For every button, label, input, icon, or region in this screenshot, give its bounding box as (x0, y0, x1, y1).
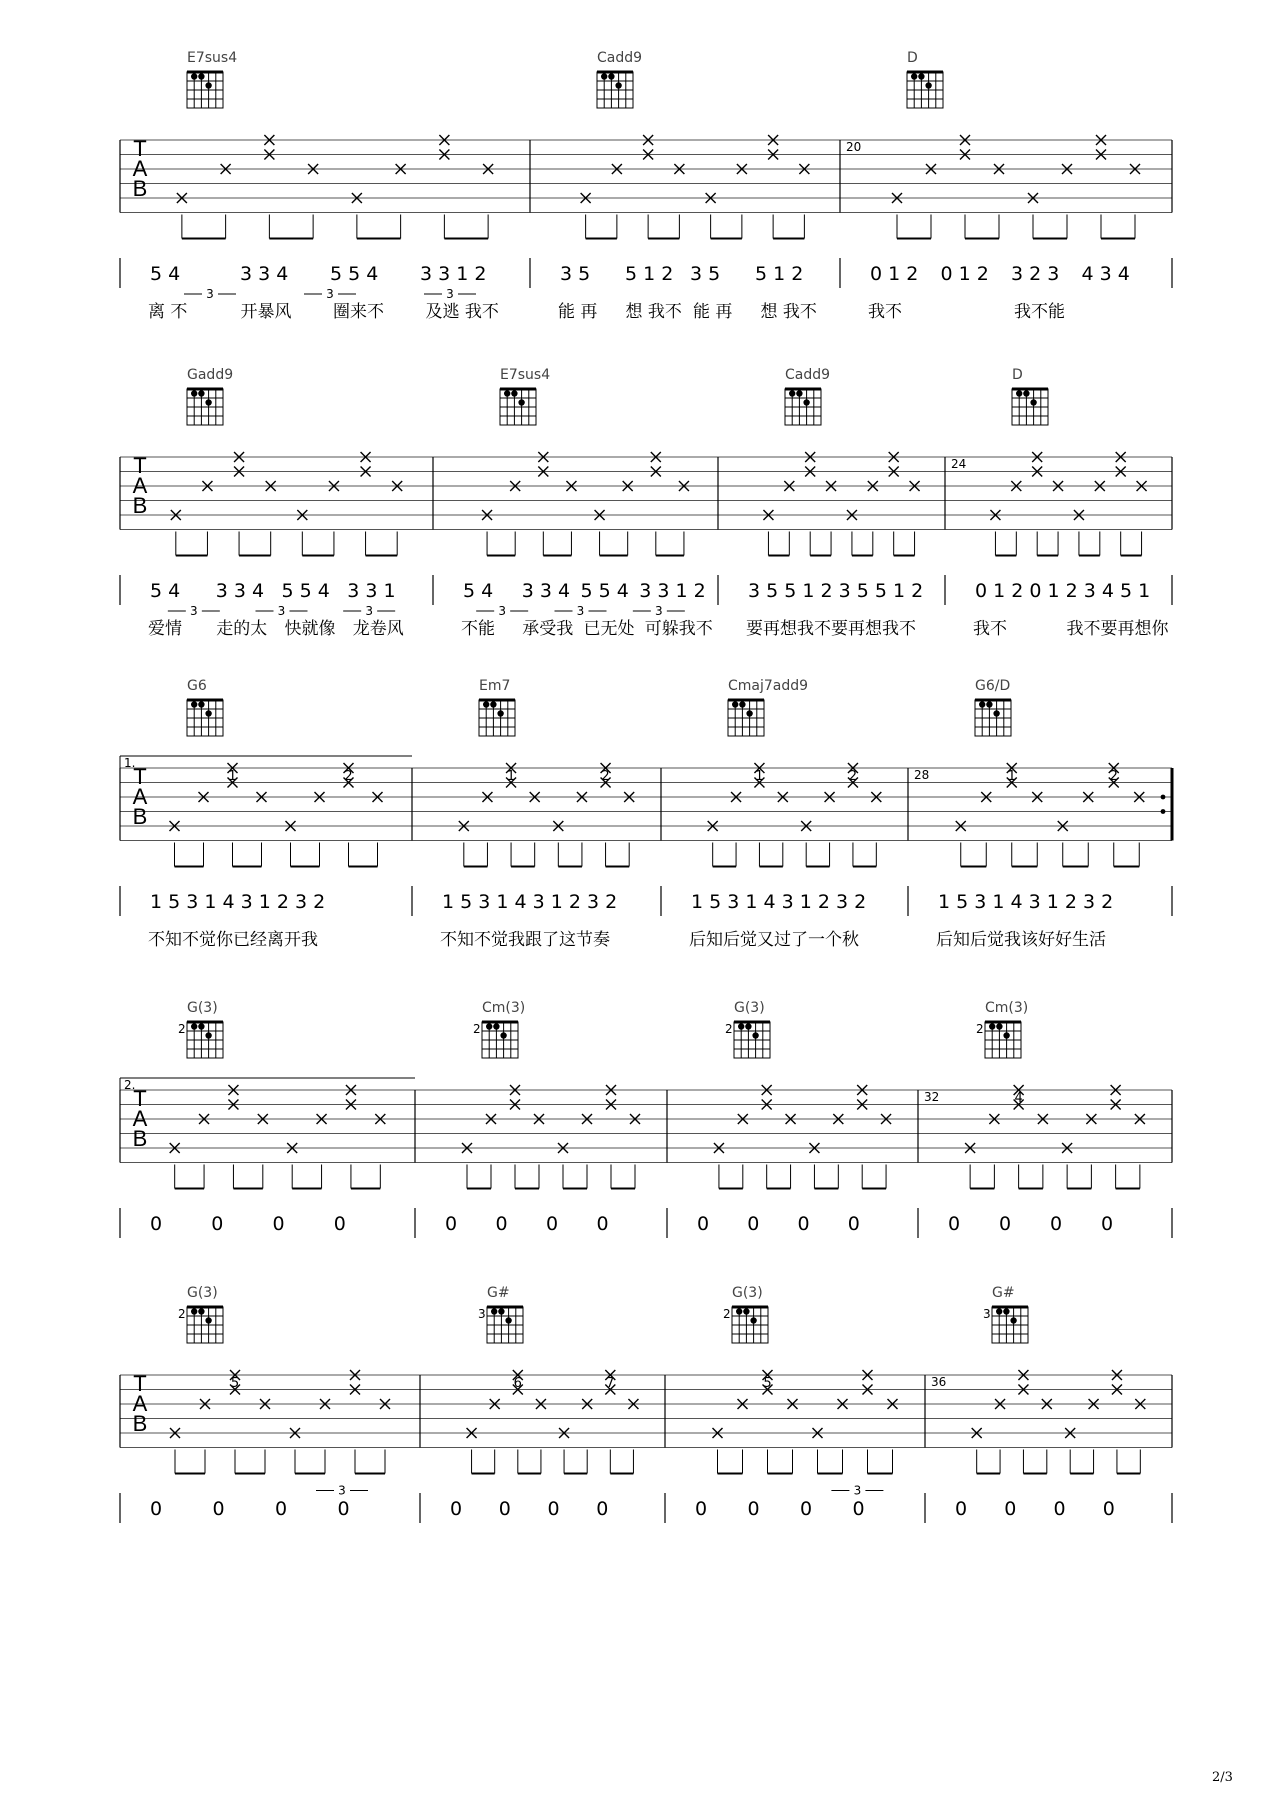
chord-dot (191, 1023, 197, 1029)
chord-diagram (187, 1022, 223, 1058)
jianpu-group: 1 5 3 1 4 3 1 2 3 2 (691, 891, 867, 913)
jianpu-group: 0 1 2 0 1 2 3 4 5 1 (975, 580, 1151, 602)
chord-name: G6 (187, 678, 207, 694)
chord-dot (198, 390, 204, 396)
triplet-label: 3 (190, 604, 198, 618)
jianpu-group: 5 5 4 (281, 580, 330, 602)
measure-number: 32 (924, 1090, 940, 1104)
measure-number: 28 (914, 768, 930, 782)
jianpu-group: 0 (797, 1213, 810, 1235)
jianpu-group: 0 (546, 1213, 559, 1235)
chord-diagram (907, 72, 943, 108)
jianpu-group: 3 3 4 (215, 580, 265, 602)
chord-diagram (487, 1307, 523, 1343)
chord-name: D (1012, 367, 1023, 383)
chord-dot (1023, 390, 1029, 396)
jianpu-group: 0 (150, 1213, 163, 1235)
chord-fret-position: 2 (723, 1307, 731, 1321)
chord-fret-position: 3 (983, 1307, 991, 1321)
jianpu-group: 0 (800, 1498, 813, 1520)
chord-dot (993, 710, 999, 716)
chord-dot (732, 701, 738, 707)
chord-dot (504, 390, 510, 396)
chord-dot (198, 73, 204, 79)
jianpu-group: 3 3 1 (347, 580, 396, 602)
lyric-group: 不能 (461, 619, 495, 639)
jianpu-group: 0 (495, 1213, 508, 1235)
jianpu-group: 0 (333, 1213, 346, 1235)
jianpu-group: 0 (697, 1213, 710, 1235)
chord-dot (498, 1308, 504, 1314)
lyric-group: 龙卷风 (352, 619, 404, 639)
chord-name: E7sus4 (500, 367, 551, 383)
chord-diagram (975, 700, 1011, 736)
volta-label: 2. (124, 1078, 136, 1092)
chord-dot (191, 1308, 197, 1314)
chord-dot (739, 701, 745, 707)
jianpu-group: 5 1 2 (625, 263, 674, 285)
chord-diagram (187, 389, 223, 425)
repeat-dot (1161, 809, 1166, 814)
chord-dot (789, 390, 795, 396)
tab-fret-number: 2 (848, 769, 858, 784)
tab-clef-letter: T (133, 136, 147, 161)
chord-name: Cm(3) (482, 1000, 526, 1016)
tab-clef-letter: A (132, 1106, 148, 1131)
chord-diagram (479, 700, 515, 736)
lyric-group: 想 我不 (625, 302, 682, 322)
chord-dot (518, 399, 524, 405)
chord-dot (490, 701, 496, 707)
jianpu-group: 3 3 4 (521, 580, 571, 602)
chord-diagram (187, 1307, 223, 1343)
volta-label: 1. (124, 756, 136, 770)
chord-name: Cadd9 (597, 50, 643, 66)
jianpu-group: 0 (596, 1213, 609, 1235)
tab-clef-letter: T (133, 453, 147, 478)
repeat-dot (1161, 795, 1166, 800)
chord-name: Cmaj7add9 (728, 678, 809, 694)
tab-fret-number: 1 (1007, 769, 1016, 784)
jianpu-group: 0 (272, 1213, 285, 1235)
lyric-group: 圈来不 (333, 302, 384, 322)
chord-dot (191, 390, 197, 396)
chord-dot (198, 1308, 204, 1314)
chord-name: D (907, 50, 918, 66)
chord-dot (486, 1023, 492, 1029)
chord-dot (505, 1317, 511, 1323)
chord-dot (750, 1317, 756, 1323)
chord-diagram (728, 700, 764, 736)
tab-fret-number: 4 (1014, 1091, 1023, 1106)
jianpu-group: 5 4 (150, 580, 181, 602)
tab-clef-letter: A (132, 156, 148, 181)
lyric-group: 快就像 (284, 619, 336, 639)
chord-dot (925, 82, 931, 88)
lyric-group: 想 我不 (760, 302, 817, 322)
chord-dot (803, 399, 809, 405)
measure-number: 20 (846, 140, 862, 154)
chord-dot (979, 701, 985, 707)
lyric-group: 可躲我不 (644, 619, 713, 639)
jianpu-group: 4 3 4 (1081, 263, 1130, 285)
lyric-group: 后知后觉又过了一个秋 (689, 930, 859, 950)
triplet-label: 3 (853, 1483, 862, 1498)
chord-dot (198, 701, 204, 707)
tab-clef-letter: T (133, 764, 147, 789)
chord-dot (746, 710, 752, 716)
lyric-group: 我不能 (1014, 302, 1065, 322)
tab-fret-number: 1 (506, 769, 516, 784)
tab-clef-letter: A (132, 784, 148, 809)
jianpu-group: 3 5 5 1 2 3 5 5 1 2 (748, 580, 924, 602)
chord-dot (205, 1032, 211, 1038)
jianpu-group: 5 4 (150, 263, 181, 285)
chord-name: G# (487, 1285, 510, 1301)
jianpu-group: 0 (1050, 1213, 1063, 1235)
jianpu-group: 0 (596, 1498, 609, 1520)
chord-name: Cadd9 (785, 367, 831, 383)
chord-name: G(3) (187, 1000, 218, 1016)
jianpu-group: 3 3 1 2 (639, 580, 706, 602)
lyric-group: 承受我 (522, 619, 574, 639)
tab-fret-number: 1 (228, 769, 237, 784)
chord-name: Em7 (479, 678, 511, 694)
jianpu-group: 1 5 3 1 4 3 1 2 3 2 (938, 891, 1114, 913)
jianpu-group: 0 1 2 (870, 263, 919, 285)
lyric-group: 我不 (973, 619, 1007, 639)
lyric-group: 已无处 (583, 619, 635, 639)
chord-dot (1030, 399, 1036, 405)
jianpu-group: 0 (211, 1213, 224, 1235)
triplet-label: 3 (206, 287, 214, 301)
triplet-label: 3 (365, 604, 373, 618)
measure-number: 24 (951, 457, 967, 471)
chord-dot (198, 1023, 204, 1029)
jianpu-group: 0 (450, 1498, 463, 1520)
tab-clef-letter: A (132, 1391, 148, 1416)
lyric-group: 我不要再想你 (1066, 619, 1169, 639)
chord-diagram (482, 1022, 518, 1058)
chord-name: G6/D (975, 678, 1011, 694)
jianpu-group: 0 (852, 1498, 865, 1520)
chord-dot (743, 1308, 749, 1314)
chord-fret-position: 2 (178, 1307, 186, 1321)
jianpu-group: 0 (445, 1213, 458, 1235)
jianpu-group: 0 (747, 1498, 760, 1520)
tab-clef-letter: B (132, 176, 148, 201)
jianpu-group: 0 (1053, 1498, 1066, 1520)
chord-dot (918, 73, 924, 79)
chord-dot (752, 1032, 758, 1038)
triplet-label: 3 (498, 604, 506, 618)
chord-dot (745, 1023, 751, 1029)
triplet-label: 3 (446, 287, 454, 301)
tab-clef-letter: T (133, 1086, 147, 1111)
jianpu-group: 3 3 4 (240, 263, 289, 285)
tab-fret-number: 2 (344, 769, 353, 784)
jianpu-group: 0 (695, 1498, 708, 1520)
chord-name: G(3) (734, 1000, 765, 1016)
chord-dot (205, 399, 211, 405)
chord-dot (500, 1032, 506, 1038)
chord-dot (996, 1308, 1002, 1314)
chord-fret-position: 2 (725, 1022, 733, 1036)
jianpu-group: 0 (498, 1498, 511, 1520)
jianpu-group: 3 2 3 (1011, 263, 1060, 285)
jianpu-group: 0 (150, 1498, 163, 1520)
chord-dot (205, 710, 211, 716)
chord-dot (497, 710, 503, 716)
chord-dot (205, 82, 211, 88)
tab-fret-number: 7 (606, 1376, 615, 1391)
chord-dot (986, 701, 992, 707)
jianpu-group: 0 (275, 1498, 288, 1520)
jianpu-group: 3 3 1 2 (420, 263, 487, 285)
tab-clef-letter: B (132, 804, 148, 829)
tab-fret-number: 2 (601, 769, 610, 784)
chord-diagram (500, 389, 536, 425)
chord-dot (191, 73, 197, 79)
jianpu-group: 3 5 (690, 263, 721, 285)
lyric-group: 不知不觉我跟了这节奏 (440, 930, 610, 950)
chord-name: G(3) (187, 1285, 218, 1301)
chord-dot (205, 1317, 211, 1323)
tab-clef-letter: B (132, 1126, 148, 1151)
lyric-group: 不知不觉你已经离开我 (148, 930, 318, 950)
jianpu-group: 5 5 4 (330, 263, 379, 285)
chord-dot (738, 1023, 744, 1029)
jianpu-group: 0 (547, 1498, 560, 1520)
tab-clef-letter: B (132, 493, 148, 518)
chord-dot (601, 73, 607, 79)
lyric-group: 走的太 (216, 619, 268, 639)
chord-dot (1010, 1317, 1016, 1323)
jianpu-group: 5 4 (463, 580, 494, 602)
chord-diagram (732, 1307, 768, 1343)
chord-dot (191, 701, 197, 707)
chord-name: Gadd9 (187, 367, 234, 383)
measure-number: 36 (931, 1375, 947, 1389)
chord-dot (796, 390, 802, 396)
jianpu-group: 0 (1101, 1213, 1114, 1235)
chord-name: G# (992, 1285, 1015, 1301)
chord-dot (996, 1023, 1002, 1029)
chord-diagram (785, 389, 821, 425)
jianpu-group: 0 (212, 1498, 225, 1520)
jianpu-group: 0 (955, 1498, 968, 1520)
chord-diagram (985, 1022, 1021, 1058)
lyric-group: 能 再 (693, 302, 733, 322)
chord-diagram (597, 72, 633, 108)
lyric-group: 我不 (868, 302, 902, 322)
chord-dot (615, 82, 621, 88)
tab-fret-number: 5 (763, 1376, 772, 1391)
lyric-group: 离 不 (148, 302, 188, 322)
jianpu-group: 0 (948, 1213, 961, 1235)
jianpu-group: 3 5 (560, 263, 591, 285)
chord-fret-position: 2 (178, 1022, 186, 1036)
chord-dot (608, 73, 614, 79)
jianpu-group: 0 (337, 1498, 350, 1520)
tab-clef-letter: T (133, 1371, 147, 1396)
chord-dot (511, 390, 517, 396)
jianpu-group: 0 (747, 1213, 760, 1235)
jianpu-group: 0 (1004, 1498, 1017, 1520)
triplet-label: 3 (576, 604, 585, 618)
lyric-group: 及逃 我不 (425, 302, 499, 322)
lyric-group: 爱情 (148, 619, 182, 639)
triplet-label: 3 (277, 604, 286, 618)
jianpu-group: 0 (847, 1213, 860, 1235)
tab-fret-number: 5 (230, 1376, 240, 1391)
chord-name: E7sus4 (187, 50, 238, 66)
jianpu-group: 1 5 3 1 4 3 1 2 3 2 (442, 891, 618, 913)
chord-fret-position: 2 (976, 1022, 984, 1036)
chord-name: Cm(3) (985, 1000, 1029, 1016)
chord-fret-position: 3 (478, 1307, 486, 1321)
chord-dot (1016, 390, 1022, 396)
chord-dot (1003, 1308, 1009, 1314)
lyric-group: 开暴风 (240, 302, 292, 322)
page-number: 2/3 (1212, 1770, 1233, 1785)
jianpu-group: 5 5 4 (580, 580, 629, 602)
chord-fret-position: 2 (473, 1022, 481, 1036)
triplet-label: 3 (338, 1483, 346, 1498)
chord-diagram (734, 1022, 770, 1058)
jianpu-group: 1 5 3 1 4 3 1 2 3 2 (150, 891, 326, 913)
jianpu-group: 0 (1102, 1498, 1115, 1520)
triplet-label: 3 (326, 287, 334, 301)
jianpu-group: 0 1 2 (940, 263, 989, 285)
chord-dot (989, 1023, 995, 1029)
jianpu-group: 0 (999, 1213, 1012, 1235)
chord-dot (911, 73, 917, 79)
chord-diagram (187, 700, 223, 736)
chord-dot (491, 1308, 497, 1314)
chord-name: G(3) (732, 1285, 763, 1301)
chord-dot (736, 1308, 742, 1314)
jianpu-group: 5 1 2 (755, 263, 804, 285)
tab-fret-number: 2 (1109, 769, 1118, 784)
chord-diagram (992, 1307, 1028, 1343)
tab-clef-letter: A (132, 473, 148, 498)
chord-diagram (187, 72, 223, 108)
tab-fret-number: 1 (755, 769, 764, 784)
chord-diagram (1012, 389, 1048, 425)
tab-clef-letter: B (132, 1411, 148, 1436)
chord-dot (493, 1023, 499, 1029)
lyric-group: 后知后觉我该好好生活 (936, 930, 1106, 950)
chord-dot (1003, 1032, 1009, 1038)
lyric-group: 能 再 (558, 302, 598, 322)
chord-dot (483, 701, 489, 707)
tab-fret-number: 6 (513, 1376, 522, 1391)
lyric-group: 要再想我不要再想我不 (746, 619, 916, 639)
triplet-label: 3 (655, 604, 663, 618)
